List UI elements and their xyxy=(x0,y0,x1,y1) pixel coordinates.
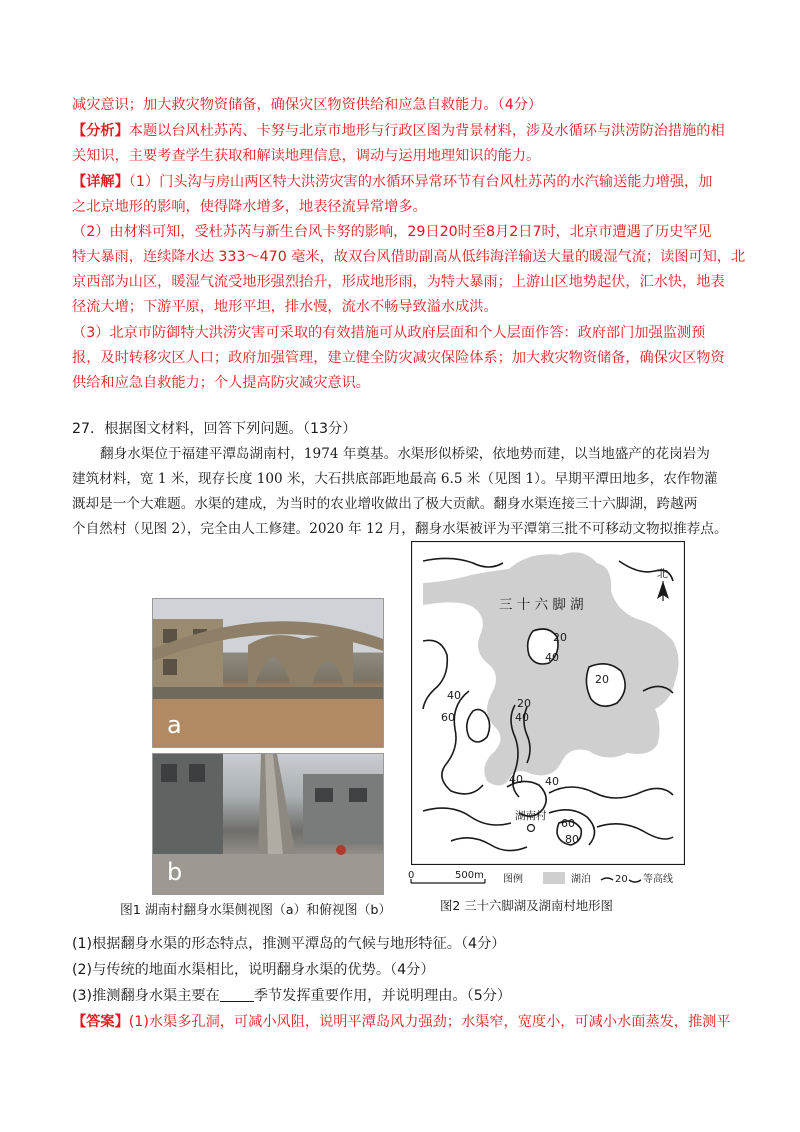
contour-label: 80 xyxy=(565,833,579,846)
material-line-1: 翻身水渠位于福建平潭岛湖南村，1974 年奠基。水渠形似桥梁，依地势而建，以当地盛产的花岗岩为 xyxy=(100,446,710,462)
scale-zero: 0 xyxy=(408,870,415,881)
lake-legend-swatch xyxy=(543,872,565,884)
legend-lake: 湖泊 xyxy=(571,874,591,885)
map-legend xyxy=(405,866,715,890)
contour-label: 20 xyxy=(595,673,609,686)
sub-question-1: (1)根据翻身水渠的形态特点，推测平潭岛的气候与地形特征。（4分） xyxy=(72,936,506,952)
contour-label: 20 xyxy=(517,697,531,710)
aqueduct-top-drawing xyxy=(153,754,383,894)
detail-line-1: 【详解】（1）门头沟与房山两区特大洪涝灾害的水循环异常环节有台风杜苏芮的水汽输送能力增强，加 xyxy=(72,174,713,190)
contour-label: 40 xyxy=(509,773,523,786)
figure2-caption: 图2 三十六脚湖及湖南村地形图 xyxy=(440,898,613,913)
detail-line-3: （2）由材料可知，受杜苏芮与新生台风卡努的影响，29日20时至8月2日7时，北京市遭遇了历史罕见 xyxy=(72,224,712,240)
sub-question-2: (2)与传统的地面水渠相比，说明翻身水渠的优势。（4分） xyxy=(72,962,435,978)
contour-label: 60 xyxy=(561,817,575,830)
analysis-line-2: 关知识，主要考查学生获取和解读地理信息，调动与运用地理知识的能力。 xyxy=(72,148,541,164)
sub-question-3: (3)推测翻身水渠主要在 季节发挥重要作用，并说明理由。（5分） xyxy=(72,988,512,1004)
photo-a-label: a xyxy=(167,711,182,739)
village-label: 湖南村 xyxy=(515,810,547,822)
aqueduct-side-view-photo xyxy=(152,598,384,748)
photo-b-label: b xyxy=(167,858,183,886)
detail-line-9: 供给和应急自救能力；个人提高防灾减灾意识。 xyxy=(72,375,370,391)
detail-line-4: 特大暴雨，连续降水达 333～470 毫米，故双台风借助副高从低纬海洋输送大量的暖湿气流；读图可知，北 xyxy=(72,249,746,265)
material-line-4: 个自然村（见图 2），完全由人工修建。2020 年 12 月，翻身水渠被评为平潭第三批不可移动文物拟推荐点。 xyxy=(72,521,728,537)
village-marker-icon xyxy=(528,825,535,832)
aqueduct-arches-drawing xyxy=(153,599,383,747)
analysis-tag: 【分析】 xyxy=(72,123,129,139)
contour-label: 40 xyxy=(515,711,529,724)
lake-topographic-map xyxy=(411,541,685,865)
legend-contour: 等高线 xyxy=(643,874,673,885)
detail-line-7: （3）北京市防御特大洪涝灾害可采取的有效措施可从政府层面和个人层面作答：政府部门加强监测预 xyxy=(72,325,706,341)
contour-label: 40 xyxy=(545,775,559,788)
scale-length: 500m xyxy=(455,870,484,881)
figure1-caption: 图1 湖南村翻身水渠侧视图（a）和俯视图（b） xyxy=(120,903,392,918)
question-27-heading: 27．根据图文材料，回答下列问题。（13分） xyxy=(72,421,357,437)
contour-label: 60 xyxy=(441,711,455,724)
answer-blank xyxy=(220,987,254,1002)
detail-line-6: 径流大增；下游平原，地形平坦，排水慢，流水不畅导致溢水成洪。 xyxy=(72,299,498,315)
legend-contour-value: 20 xyxy=(615,874,628,885)
material-line-3: 溉却是一个大难题。水渠的建成，为当时的农业增收做出了极大贡献。翻身水渠连接三十六脚湖，跨越两 xyxy=(72,496,698,512)
legend-title: 图例 xyxy=(503,874,523,885)
answer-line-1: 【答案】(1)水渠多孔洞，可减小风阻，说明平潭岛风力强劲；水渠窄，宽度小，可减小水面蒸发，推测平 xyxy=(72,1014,731,1030)
aqueduct-top-view-photo xyxy=(152,753,384,895)
contour-label: 40 xyxy=(447,689,461,702)
material-line-2: 建筑材料，宽 1 米，现存长度 100 米，大石拱底部距地最高 6.5 米（见图 1）。早期平潭田地多，农作物灌 xyxy=(72,471,718,487)
contour-label: 40 xyxy=(545,651,559,664)
detail-line-2: 之北京地形的影响，使得降水增多，地表径流异常增多。 xyxy=(72,199,427,215)
analysis-line-1: 【分析】本题以台风杜苏芮、卡努与北京市地形与行政区图为背景材料，涉及水循环与洪涝防治措施的相 xyxy=(72,123,725,139)
detail-tag: 【详解】 xyxy=(72,174,129,190)
detail-line-8: 报，及时转移灾区人口；政府加强管理，建立健全防灾减灾保险体系；加大救灾物资储备，确保灾区物资 xyxy=(72,350,725,366)
north-label: 北 xyxy=(657,567,668,580)
detail-line-5: 京西部为山区，暖湿气流受地形强烈抬升，形成地形雨，为特大暴雨；上游山区地势起伏，汇水快，地表 xyxy=(72,274,725,290)
previous-answer-line: 减灾意识；加大救灾物资储备，确保灾区物资供给和应急自救能力。（4分） xyxy=(72,97,543,113)
contour-label: 20 xyxy=(553,631,567,644)
answer-tag: 【答案】 xyxy=(72,1014,129,1030)
lake-name-label: 三 十 六 脚 湖 xyxy=(499,597,584,613)
